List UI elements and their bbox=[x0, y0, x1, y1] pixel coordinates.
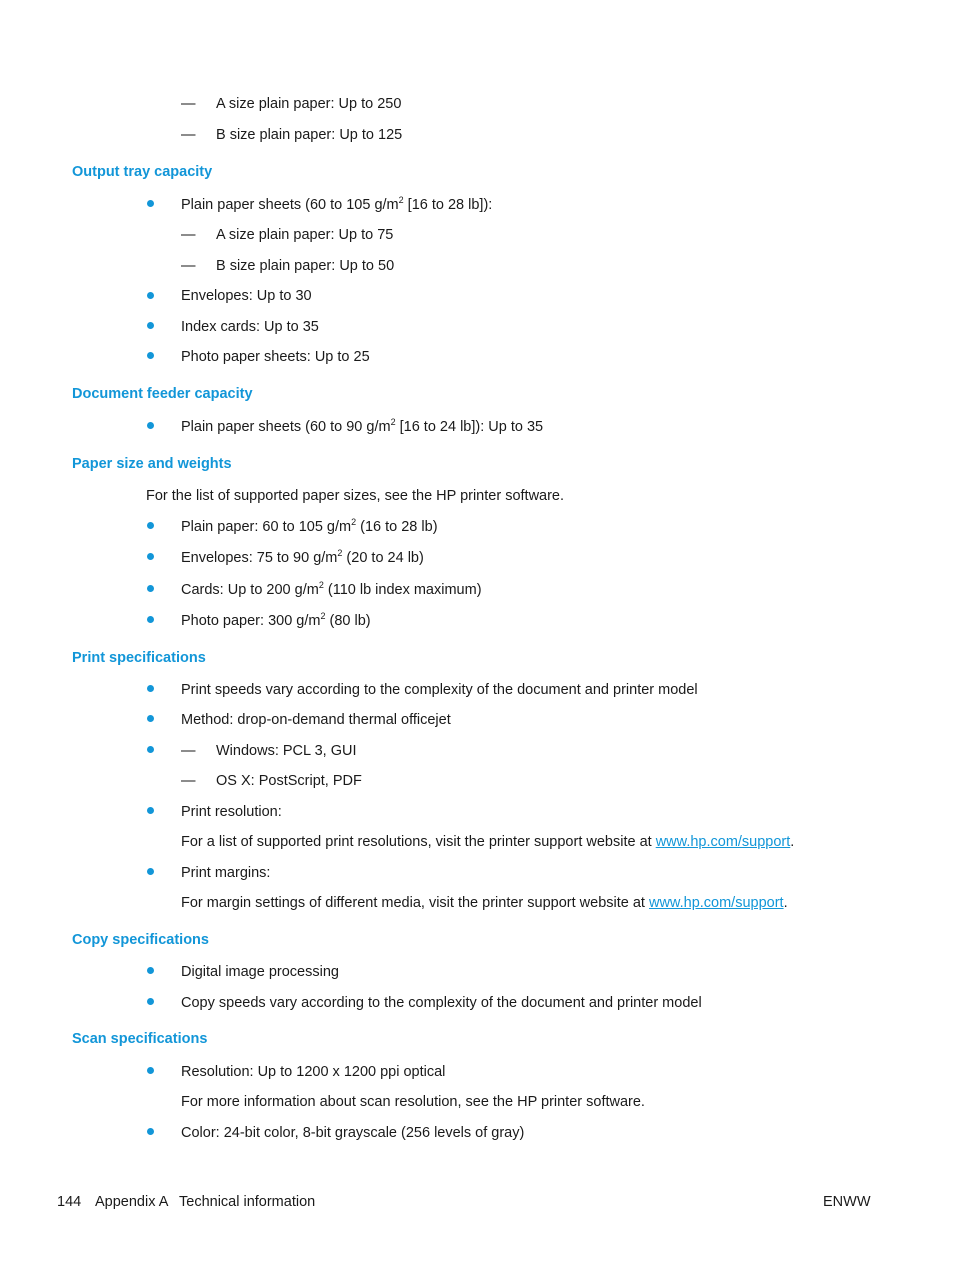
footer-title: Technical information bbox=[179, 1194, 316, 1210]
output-tray-heading: Output tray capacity bbox=[72, 164, 213, 180]
print-margins-label: Print margins: bbox=[181, 865, 271, 881]
bullet-icon bbox=[147, 807, 154, 814]
print-osx: OS X: PostScript, PDF bbox=[216, 773, 362, 789]
bullet-icon bbox=[147, 585, 154, 592]
copy-speeds: Copy speeds vary according to the complexity of the document and printer model bbox=[181, 995, 702, 1011]
bullet-icon bbox=[147, 746, 154, 753]
dash-marker: — bbox=[181, 127, 196, 143]
document-feeder-heading: Document feeder capacity bbox=[72, 386, 253, 402]
paper-weight-item: Envelopes: 75 to 90 $g/m^2$ (20 to 24 lb) bbox=[181, 548, 424, 566]
dash-marker: — bbox=[181, 258, 196, 274]
print-resolution-label: Print resolution: bbox=[181, 804, 282, 820]
scan-color: Color: 24-bit color, 8-bit grayscale (256 levels of gray) bbox=[181, 1125, 525, 1141]
support-link[interactable]: www.hp.com/support bbox=[648, 895, 784, 911]
copy-digital: Digital image processing bbox=[181, 964, 339, 980]
scan-resolution-more: For more information about scan resolution, see the HP printer software. bbox=[181, 1094, 645, 1110]
print-resolution-text: For a list of supported print resolutions, visit the printer support website at www.hp.com/support. bbox=[181, 834, 795, 850]
top-a-size: A size plain paper: Up to 250 bbox=[216, 96, 402, 112]
dash-marker: — bbox=[181, 96, 196, 112]
bullet-icon bbox=[147, 553, 154, 560]
dash-marker: — bbox=[181, 227, 196, 243]
output-plain-paper: Plain paper sheets (60 to 105 $g/m^2$ [16 to 28 lb]): bbox=[181, 195, 493, 213]
footer-code: ENWW bbox=[823, 1194, 871, 1210]
paper-size-intro: For the list of supported paper sizes, see the HP printer software. bbox=[146, 488, 565, 504]
output-envelopes: Envelopes: Up to 30 bbox=[181, 288, 312, 304]
footer-section: Appendix A bbox=[95, 1194, 169, 1210]
dash-marker: — bbox=[181, 743, 196, 759]
bullet-icon bbox=[147, 616, 154, 623]
paper-weight-item: Photo paper: 300 $g/m^2$ (80 lb) bbox=[181, 611, 371, 629]
paper-size-heading: Paper size and weights bbox=[72, 456, 232, 472]
output-a-size: A size plain paper: Up to 75 bbox=[216, 227, 394, 243]
print-method: Method: drop-on-demand thermal officejet bbox=[181, 712, 451, 728]
bullet-icon bbox=[147, 685, 154, 692]
copy-specs-heading: Copy specifications bbox=[72, 932, 209, 948]
feeder-plain-paper: Plain paper sheets (60 to 90 $g/m^2$ [16 to 24 lb]): Up to 35 bbox=[181, 417, 544, 435]
scan-resolution: Resolution: Up to 1200 x 1200 ppi optical bbox=[181, 1064, 446, 1080]
print-speeds: Print speeds vary according to the complexity of the document and printer model bbox=[181, 682, 698, 698]
paper-weight-item: Plain paper: 60 to 105 $g/m^2$ (16 to 28 lb) bbox=[181, 517, 438, 535]
bullet-icon bbox=[147, 1067, 154, 1074]
paper-weight-item: Cards: Up to 200 $g/m^2$ (110 lb index maximum) bbox=[181, 580, 482, 598]
output-index-cards: Index cards: Up to 35 bbox=[181, 319, 319, 335]
print-windows: Windows: PCL 3, GUI bbox=[216, 743, 357, 759]
bullet-icon bbox=[147, 715, 154, 722]
bullet-icon bbox=[147, 352, 154, 359]
top-b-size: B size plain paper: Up to 125 bbox=[216, 127, 403, 143]
bullet-icon bbox=[147, 422, 154, 429]
print-margins-text: For margin settings of different media, visit the printer support website at www.hp.com/support. bbox=[181, 895, 788, 911]
bullet-icon bbox=[147, 967, 154, 974]
footer-page-number: 144 bbox=[57, 1194, 82, 1210]
output-photo: Photo paper sheets: Up to 25 bbox=[181, 349, 370, 365]
bullet-icon bbox=[147, 322, 154, 329]
print-specs-heading: Print specifications bbox=[72, 650, 206, 666]
bullet-icon bbox=[147, 868, 154, 875]
bullet-icon bbox=[147, 292, 154, 299]
output-b-size: B size plain paper: Up to 50 bbox=[216, 258, 395, 274]
dash-marker: — bbox=[181, 773, 196, 789]
scan-specs-heading: Scan specifications bbox=[72, 1031, 208, 1047]
support-link[interactable]: www.hp.com/support bbox=[655, 834, 791, 850]
bullet-icon bbox=[147, 200, 154, 207]
bullet-icon bbox=[147, 522, 154, 529]
bullet-icon bbox=[147, 1128, 154, 1135]
bullet-icon bbox=[147, 998, 154, 1005]
